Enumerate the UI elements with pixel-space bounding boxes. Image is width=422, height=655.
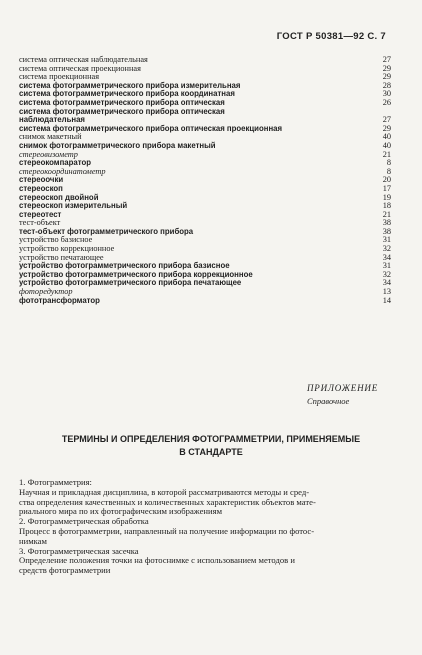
index-page-number: 34 [382,252,391,262]
appendix-label [307,383,378,406]
index-term: фототрансформатор [19,295,100,305]
index-page-number: 17 [382,183,391,193]
index-page-number: 20 [382,175,391,185]
index-page-number: 21 [382,209,391,219]
index-page-number: 31 [382,261,391,271]
index-page-number: 18 [382,201,391,211]
index-page-number: 27 [382,55,391,64]
index-page-number: 19 [382,192,391,202]
index-page-number: 40 [382,140,391,150]
index-term: стереокомпаратор [19,158,91,168]
index-term: стереоскоп измерительный [19,201,128,211]
body-line: средств фотограмметрии [19,565,111,576]
index-term: устройство фотограмметрического прибора коррекционное [19,269,253,279]
index-term: устройство фотограмметрического прибора базисное [19,261,230,271]
body-line: 1. Фотограмметрия: [19,477,92,487]
index-row [19,168,391,177]
index-page-number: 28 [382,80,391,90]
index-term: снимок макетный [19,132,82,142]
index-term: система оптическая проекционная [19,63,141,73]
appendix-title: ПРИЛОЖЕНИЕ [307,383,378,393]
body-line: Определение положения точки на фотоснимке с использованием методов и [19,555,295,566]
index-page-number: 40 [382,132,391,142]
index-row [19,202,391,211]
section-title-line-1: ТЕРМИНЫ И ОПРЕДЕЛЕНИЯ ФОТОГРАММЕТРИИ, ПРИМЕНЯЕМЫЕ [61,434,361,444]
index-term: система фотограмметрического прибора оптическая [19,106,225,116]
index-page-number: 31 [382,235,391,245]
index-page-number: 29 [382,123,391,133]
body-line: ства определения качественных и количественных характеристик объектов мате- [19,496,316,507]
index-page-number: 38 [382,218,391,228]
index-term: стереоскоп [19,183,63,193]
index-page-number: 26 [382,97,391,107]
section-title [0,433,422,459]
section-title-line-2: В СТАНДАРТЕ [179,447,243,457]
index-term: система оптическая наблюдательная [19,55,148,64]
index-term: стереокоординатометр [19,166,106,176]
index-page-number: 13 [382,287,391,297]
index-term: тест-объект [19,218,61,228]
index-term: стереоскоп двойной [19,192,99,202]
index-term: система фотограмметрического прибора измерительная [19,80,241,90]
index-term: устройство базисное [19,235,93,245]
index-page-number: 32 [382,269,391,279]
index-term: фоторедуктор [19,287,73,297]
index-page-number: 21 [382,149,391,159]
index-row [19,279,391,288]
index-page-number: 8 [386,166,391,176]
index-page-number: 29 [382,63,391,73]
index-term: стереотест [19,209,62,219]
appendix-subtitle: Справочное [307,396,350,406]
index-term: наблюдательная [19,115,85,125]
index-page-number: 32 [382,244,391,254]
index-term: система проекционная [19,72,100,82]
definitions-body [19,478,393,576]
term-index [19,56,391,305]
index-page-number: 27 [382,115,391,125]
index-term: устройство коррекционное [19,244,115,254]
body-line: Процесс в фотограмметрии, направленный на получение информации по фотос- [19,525,315,536]
index-term: стереовизометр [19,149,78,159]
index-term: система фотограмметрического прибора оптическая [19,97,225,107]
body-line: Научная и прикладная дисциплина, в которой рассматриваются методы и сред- [19,486,310,497]
body-line: нимкам [19,535,47,546]
index-page-number: 8 [386,158,391,168]
standard-reference: ГОСТ Р 50381—92 С. 7 [276,31,386,42]
index-term: система фотограмметрического прибора координатная [19,89,235,99]
index-term: стереоочки [19,175,64,185]
index-page-number: 29 [382,72,391,82]
index-row [19,211,391,220]
index-term: система фотограмметрического прибора оптическая проекционная [19,123,283,133]
index-term: устройство фотограмметрического прибора печатающее [19,278,242,288]
body-line: 3. Фотограмметрическая засечка [19,545,139,556]
index-term: снимок фотограмметрического прибора макетный [19,140,216,150]
body-line: риального мира по их фотографическим изображениям [19,506,223,517]
index-page-number: 14 [382,295,391,305]
index-row [19,176,391,185]
index-term: устройство печатающее [19,252,104,262]
index-page-number: 38 [382,226,391,236]
index-row [19,297,391,306]
body-line: 2. Фотограмметрическая обработка [19,516,149,527]
index-page-number: 30 [382,89,391,99]
index-term: тест-объект фотограмметрического прибора [19,226,194,236]
index-page-number: 34 [382,278,391,288]
